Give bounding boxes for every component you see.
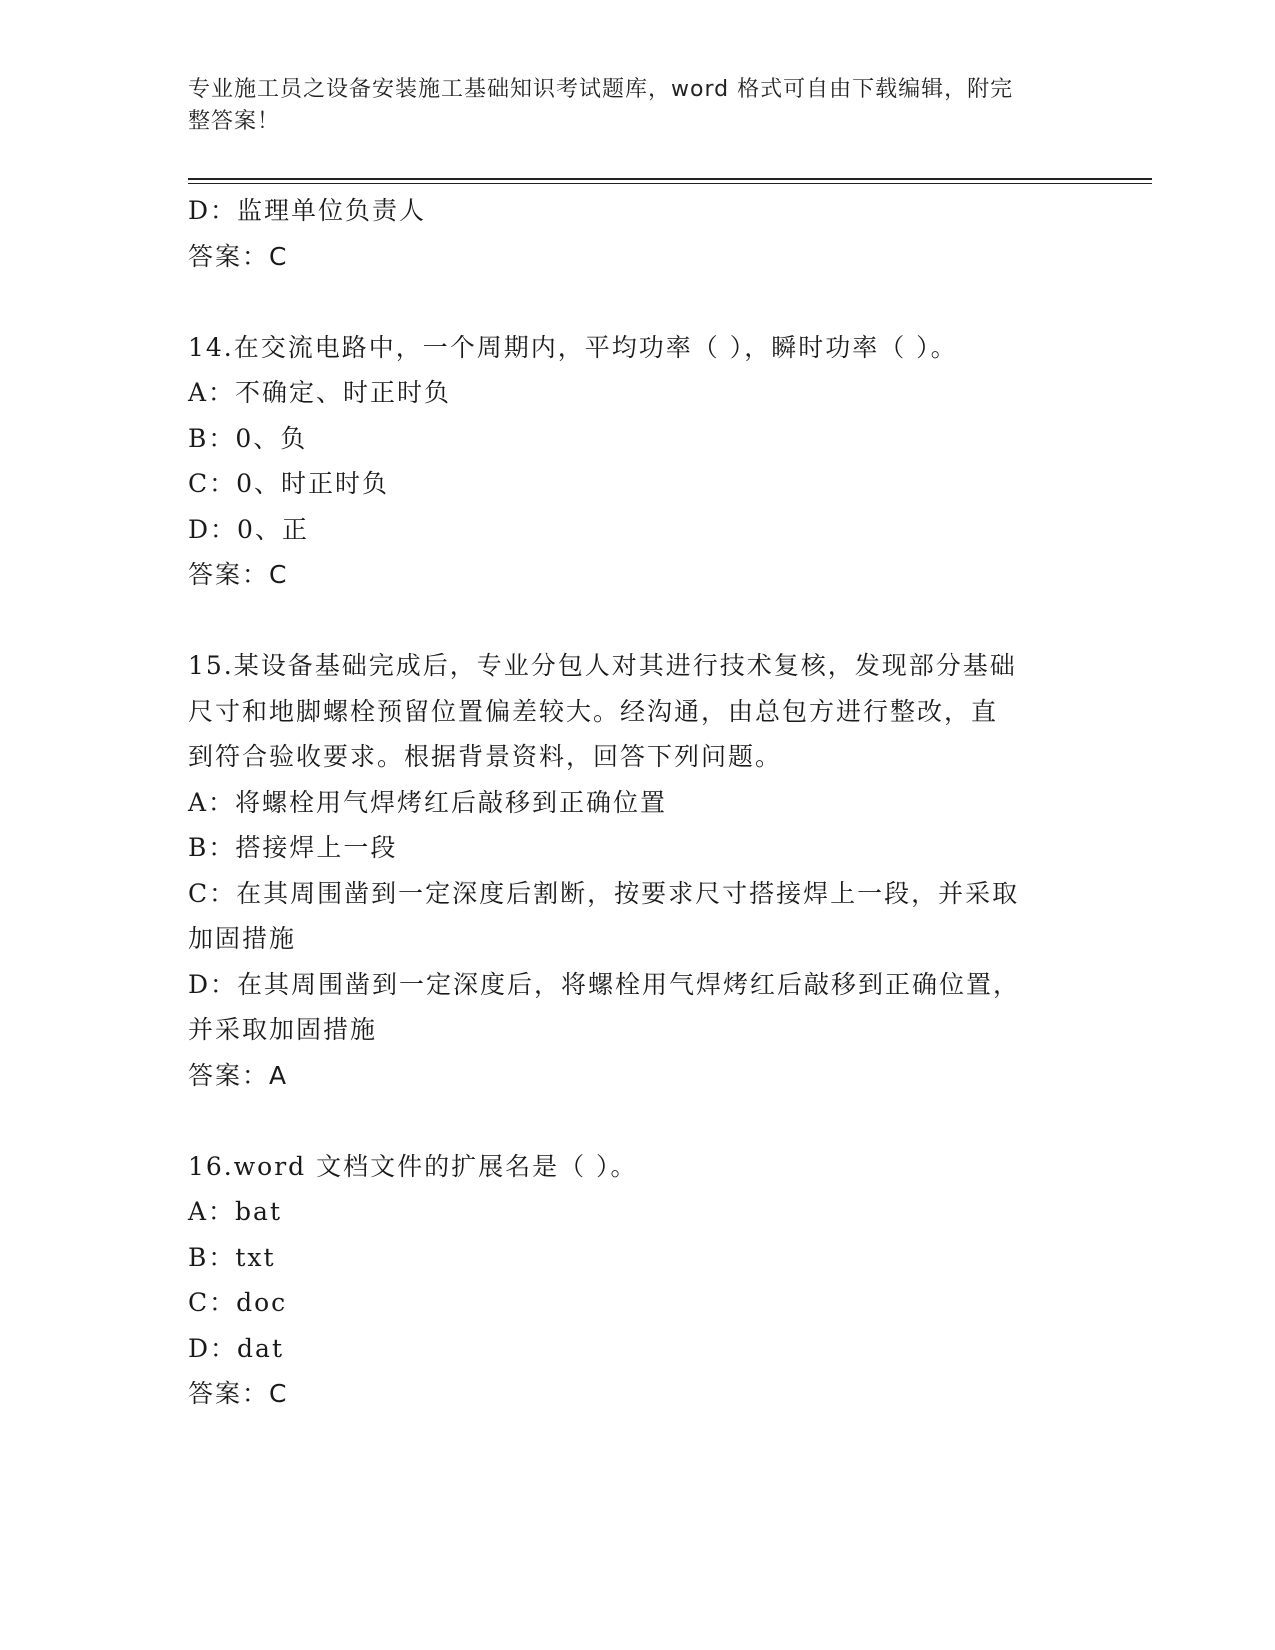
answer: 答案：C [188,560,289,589]
option-c: C：doc [188,1288,288,1317]
option-a: A：bat [188,1197,283,1226]
option-c-line-2: 加固措施 [188,924,297,953]
question-text-line-1: 15.某设备基础完成后，专业分包人对其进行技术复核，发现部分基础 [188,651,1017,680]
option-d: D：0、正 [188,514,309,544]
header-divider-thick [188,178,1152,180]
prev-option-d: D：监理单位负责人 [188,196,427,225]
option-c: C：0、时正时负 [188,469,390,498]
header-line-1: 专业施工员之设备安装施工基础知识考试题库，word 格式可自由下载编辑，附完 [188,77,1014,102]
question-text-line-3: 到符合验收要求。根据背景资料，回答下列问题。 [188,742,783,771]
document-header [188,74,1068,138]
header-divider-thin [188,183,1152,184]
answer: 答案：A [188,1060,289,1090]
option-d: D：dat [188,1333,284,1363]
option-d-line-2: 并采取加固措施 [188,1015,378,1044]
answer: 答案：C [188,1379,289,1408]
option-c-line-1: C：在其周围凿到一定深度后割断，按要求尺寸搭接焊上一段，并采取 [188,878,1020,908]
question-text: 14.在交流电路中，一个周期内，平均功率（ ），瞬时功率（ ）。 [188,332,958,362]
question-15 [188,643,1088,1098]
header-line-2: 整答案！ [188,109,281,134]
option-b: B：搭接焊上一段 [188,833,398,862]
prev-answer: 答案：C [188,241,289,271]
question-16 [188,1144,1088,1417]
question-text-line-2: 尺寸和地脚螺栓预留位置偏差较大。经沟通，由总包方进行整改，直 [188,696,999,726]
option-d-line-1: D：在其周围凿到一定深度后，将螺栓用气焊烤红后敲移到正确位置， [188,969,1021,999]
option-b: B：0、负 [188,423,308,453]
option-a: A：不确定、时正时负 [188,378,452,407]
question-14 [188,325,1088,598]
option-a: A：将螺栓用气焊烤红后敲移到正确位置 [188,787,668,817]
option-b: B：txt [188,1242,276,1272]
question-text: 16.word 文档文件的扩展名是（ ）。 [188,1151,638,1181]
question-list [188,188,1088,1417]
